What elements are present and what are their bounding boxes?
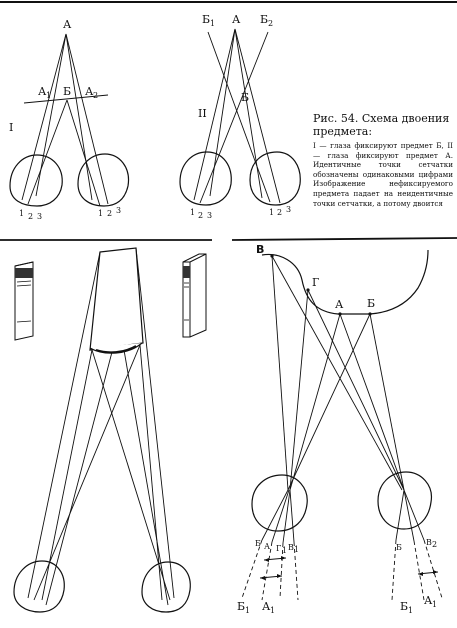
panel-ii: [180, 13, 300, 220]
left-eye: [10, 155, 62, 206]
ray: [404, 490, 424, 540]
point-b-label: Б: [367, 297, 376, 310]
ray: [235, 29, 262, 198]
point-a1-label: А: [38, 85, 47, 98]
ray: [46, 352, 112, 605]
point-a2-label: А: [85, 85, 94, 98]
projection-label-b1: Б: [400, 600, 409, 613]
left-eye: [180, 152, 231, 205]
retina-label-2: 2: [198, 211, 204, 220]
ray: [235, 29, 280, 203]
point-b-label: Б: [241, 91, 250, 104]
roman-numeral-i: I: [9, 121, 14, 134]
retina-label-2: 2: [277, 208, 283, 217]
point-b1-label: Б: [202, 13, 211, 26]
ray: [288, 314, 370, 490]
retina-label-g1-sub: 1: [282, 546, 288, 555]
retina-label-v1: В: [288, 543, 294, 552]
retina-label-1: 1: [190, 208, 196, 217]
point-a-label: А: [335, 298, 344, 311]
ray: [66, 34, 108, 204]
ray: [210, 29, 235, 196]
retina-label-v2: В: [426, 538, 432, 547]
retina-label-1: 1: [19, 209, 25, 218]
projection-label-a1: А: [262, 600, 271, 613]
caption-title: Рис. 54. Схема двоения предмета:: [313, 112, 450, 138]
panel-i: [9, 18, 128, 221]
point-a-label: А: [63, 18, 72, 31]
ray: [124, 350, 168, 605]
retina-label-g1: Г: [276, 544, 282, 553]
ray: [404, 490, 414, 541]
retina-label-3: 3: [286, 205, 292, 214]
curved-surface-diagram: [237, 243, 442, 615]
projection-label-b1-sub: 1: [245, 606, 251, 615]
retina-label-3: 3: [116, 206, 122, 215]
ray: [340, 314, 404, 490]
ray: [208, 32, 270, 202]
point-g-label: Г: [312, 276, 320, 289]
point-b-label: Б: [63, 85, 72, 98]
point-b1-sub: 1: [210, 19, 216, 28]
projection-label-a1-sub: 1: [270, 606, 276, 615]
retina-label-a: А: [264, 542, 271, 551]
ray: [136, 248, 174, 598]
ray: [272, 256, 402, 490]
ray: [290, 290, 308, 490]
left-eye: [252, 475, 307, 531]
ray: [22, 34, 66, 200]
distance-arrow: [260, 556, 438, 580]
tube-diagram: [14, 248, 206, 612]
projection-label-b1: Б: [237, 600, 246, 613]
retina-label-3: 3: [37, 212, 43, 221]
retina-label-b: Б: [396, 543, 402, 552]
retina-label-2: 2: [107, 209, 113, 218]
point-a-label: А: [232, 13, 241, 26]
book-spine-icon: [15, 262, 33, 340]
right-eye: [78, 154, 128, 206]
retina-label-b: Б: [255, 539, 261, 548]
point-b2-sub: 2: [268, 19, 274, 28]
point-v-label: В: [256, 243, 265, 256]
projection-label-b1-sub: 1: [408, 606, 414, 615]
projection-line: [242, 540, 262, 598]
point-b2-label: Б: [260, 13, 269, 26]
point-a2-sub: 2: [93, 91, 99, 100]
panel-separator: [232, 238, 457, 240]
point-a1-sub: 1: [46, 91, 52, 100]
ray: [28, 252, 100, 598]
book-icon: [183, 254, 206, 337]
retina-label-v1-sub: 1: [294, 545, 300, 554]
retina-label-3: 3: [207, 211, 213, 220]
retina-label-1: 1: [269, 208, 275, 217]
ray: [396, 490, 404, 540]
ray: [272, 256, 288, 490]
projection-line: [414, 541, 424, 600]
retina-label-1: 1: [98, 209, 104, 218]
ray: [92, 350, 170, 600]
ray: [308, 290, 404, 490]
projection-label-a1: А: [424, 594, 433, 607]
projection-label-a1-sub: 1: [432, 600, 438, 609]
caption-body: I — глаза фиксируют предмет Б, II — глаза фиксируют предмет А. Идентичные точки сетчатки обозначены одинаковыми цифрами Изображение нефиксируемого предмета падает на неидентичные точки сетчатки, а потому двоится: [313, 141, 453, 208]
roman-numeral-ii: II: [198, 107, 207, 120]
ray: [290, 490, 294, 542]
right-eye: [378, 472, 431, 529]
retina-label-v2-sub: 2: [432, 540, 438, 549]
figure-caption: [313, 112, 453, 208]
right-eye: [250, 152, 300, 205]
retina-label-2: 2: [28, 212, 34, 221]
